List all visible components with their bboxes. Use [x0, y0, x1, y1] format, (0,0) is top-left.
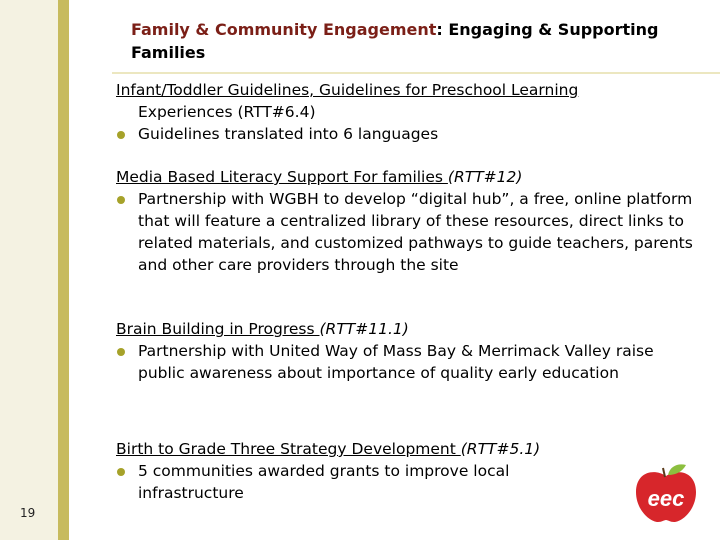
- sidebar-band: [0, 0, 58, 540]
- section-heading: [116, 79, 696, 101]
- bullet-dot-icon: [117, 348, 125, 356]
- bullet-dot-icon: [117, 131, 125, 139]
- rtt-reference: (RTT#11.1): [319, 320, 409, 338]
- rtt-reference: (RTT#5.1): [460, 440, 541, 458]
- bullet-dot-icon: [117, 468, 125, 476]
- section-guidelines: [116, 79, 696, 145]
- eec-logo: [632, 462, 700, 524]
- heading-text: Infant/Toddler Guidelines, Guidelines for Preschool Learning: [116, 81, 579, 99]
- page-number: 19: [20, 506, 36, 520]
- bullet-text: Partnership with WGBH to develop “digital hub”, a free, online platform that will feature a centralized library of these resources, direct links to related materials, and customized pathways to guide teachers, parents and other care providers through the site: [138, 190, 693, 274]
- heading-text: Brain Building in Progress: [116, 320, 320, 338]
- section-media-literacy: [116, 166, 696, 276]
- bullet-text: Guidelines translated into 6 languages: [138, 125, 439, 143]
- slide-title: [131, 18, 691, 64]
- section-heading-continued: [116, 101, 696, 123]
- title-divider: [112, 72, 720, 74]
- heading-text: Birth to Grade Three Strategy Development: [116, 440, 461, 458]
- title-part-1: Family & Community Engagement: [131, 20, 437, 39]
- section-heading: [116, 166, 696, 188]
- logo-text: eec: [647, 486, 685, 511]
- title-part-2: : Engaging & Supporting Families: [131, 20, 659, 62]
- bullet-item: [116, 340, 696, 384]
- section-birth-to-grade-three: [116, 438, 696, 504]
- bullet-text: 5 communities awarded grants to improve local infrastructure: [138, 462, 510, 502]
- section-heading: [116, 318, 696, 340]
- bullet-dot-icon: [117, 196, 125, 204]
- rtt-reference: (RTT#6.4): [237, 103, 316, 121]
- rtt-reference: (RTT#12): [447, 168, 523, 186]
- bullet-item: [116, 460, 618, 504]
- bullet-item: [116, 188, 696, 276]
- section-heading: [116, 438, 696, 460]
- heading-text-cont: Experiences: [138, 103, 238, 121]
- section-brain-building: [116, 318, 696, 384]
- bullet-text: Partnership with United Way of Mass Bay & Merrimack Valley raise public awareness about importance of quality early education: [138, 342, 654, 382]
- bullet-item: [116, 123, 696, 145]
- heading-text: Media Based Literacy Support For families: [116, 168, 448, 186]
- sidebar-accent-stripe: [58, 0, 69, 540]
